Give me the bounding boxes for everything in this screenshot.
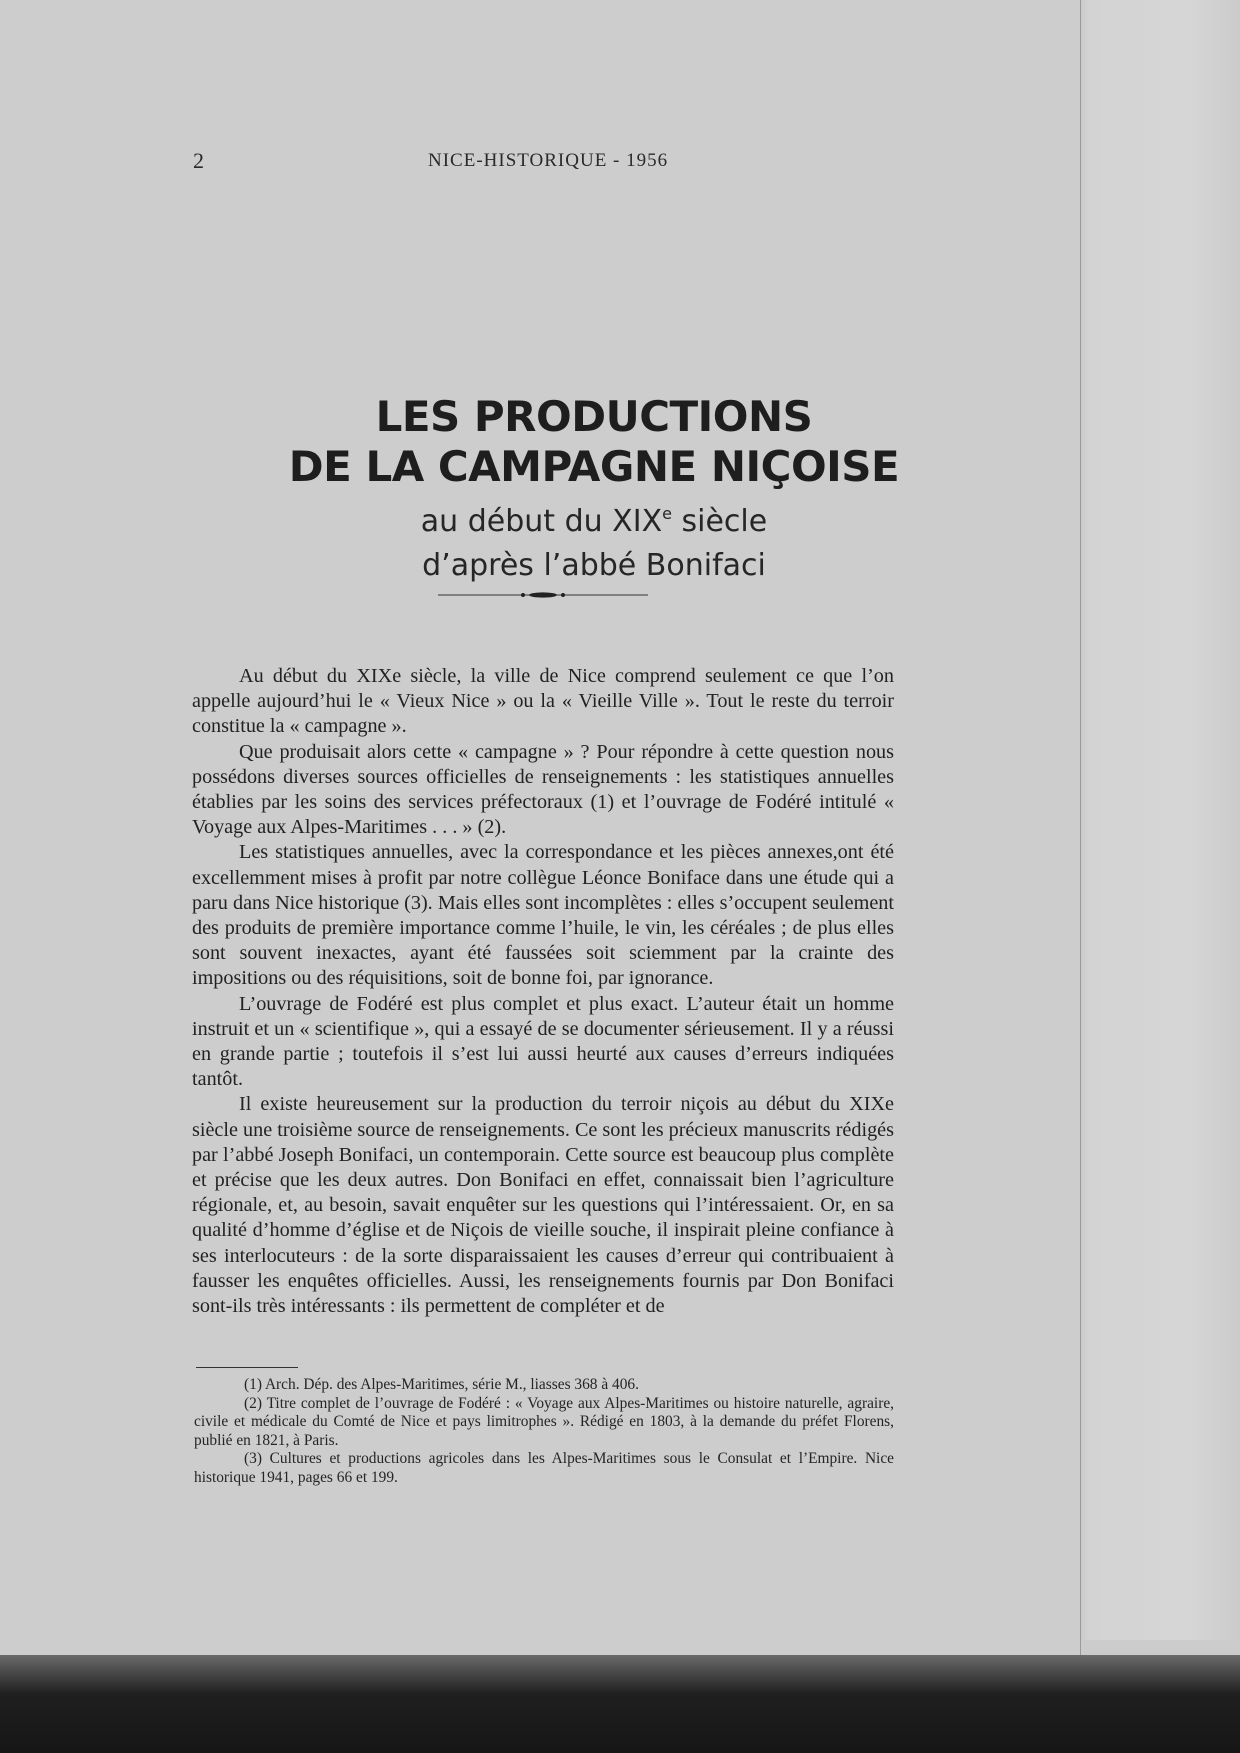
paragraph-2: Que produisait alors cette « campagne » ? Pour répondre à cette question nous possédons diverses sources officielles de renseignements : les statistiques annuelles établies par les soins des services préfectoraux (1) et l’ouvrage de Fodéré intitulé « Voyage aux Alpes-Maritimes . . . » (2).: [192, 740, 894, 839]
footnote-separator: [196, 1367, 298, 1368]
paragraph-4: L’ouvrage de Fodéré est plus complet et plus exact. L’auteur était un homme instruit et un « scientifique », qui a essayé de se documenter sérieusement. Il y a réussi en grande partie ; toutefois il s’est lui aussi heurté aux causes d’erreurs indiquées tantôt.: [192, 992, 894, 1091]
footnote-2: (2) Titre complet de l’ouvrage de Fodéré : « Voyage aux Alpes-Maritimes ou histoire naturelle, agraire, civile et médicale du Comté de Nice et pays limitrophes ». Rédigé en 1803, à la demande du préfet Florens, publié en 1821, à Paris.: [194, 1394, 894, 1449]
running-title: NICE-HISTORIQUE - 1956: [428, 150, 669, 171]
paragraph-3: Les statistiques annuelles, avec la correspondance et les pièces annexes,ont été excellemment mises à profit par notre collègue Léonce Boniface dans une étude qui a paru dans Nice historique (3). Mais elles sont incomplètes : elles s’occupent seulement des produits de première importance comme l’huile, le vin, les céréales ; de plus elles sont souvent inexactes, ayant été faussées soit sciemment par la crainte des impositions ou des réquisitions, soit de bonne foi, par ignorance.: [192, 841, 894, 990]
article-title-block: [0, 392, 1080, 588]
running-header: [0, 148, 1080, 178]
article-title-line-1: LES PRODUCTIONS: [375, 392, 813, 441]
page-number: 2: [193, 148, 204, 173]
article-subtitle-line-2: d’après l’abbé Bonifaci: [422, 548, 766, 583]
subtitle-superscript: e: [662, 504, 672, 523]
article-title-line-2: DE LA CAMPAGNE NIÇOISE: [288, 442, 900, 491]
footnotes: [194, 1376, 894, 1488]
paragraph-1: Au début du XIXe siècle, la ville de Nice comprend seulement ce que l’on appelle aujourd’hui le « Vieux Nice » ou la « Vieille Ville ». Tout le reste du terroir constitue la « campagne ».: [192, 665, 894, 738]
scan-bottom-shadow: [0, 1655, 1240, 1753]
subtitle-text-b: siècle: [671, 504, 768, 539]
article-subtitle-line-1: [108, 492, 1080, 544]
footnote-1: (1) Arch. Dép. des Alpes-Maritimes, série M., liasses 368 à 406.: [244, 1376, 639, 1393]
footnote-3: (3) Cultures et productions agricoles dans les Alpes-Maritimes sous le Consulat et l’Empire. Nice historique 1941, pages 66 et 199.: [194, 1450, 894, 1486]
paragraph-5: Il existe heureusement sur la production du terroir niçois au début du XIXe siècle une troisième source de renseignements. Ce sont les précieux manuscrits rédigés par l’abbé Joseph Bonifaci, un contemporain. Cette source est beaucoup plus complète et précise que les deux autres. Don Bonifaci en effet, connaissait bien l’agriculture régionale, et, au besoin, savait enquêter sur les questions qui l’intéressaient. Or, en sa qualité d’homme d’église et de Niçois de vieille souche, il inspirait pleine confiance à ses interlocuteurs : de la sorte disparaissaient les causes d’erreur qui contribuaient à fausser les enquêtes officielles. Aussi, les renseignements fournis par Don Bonifaci sont-ils très intéressants : ils permettent de compléter et de: [192, 1093, 894, 1318]
title-ornament-divider: [438, 590, 648, 600]
adjacent-page-edge: [1068, 0, 1240, 1640]
subtitle-text-a: au début du XIX: [420, 504, 663, 539]
article-body: [192, 664, 894, 1319]
